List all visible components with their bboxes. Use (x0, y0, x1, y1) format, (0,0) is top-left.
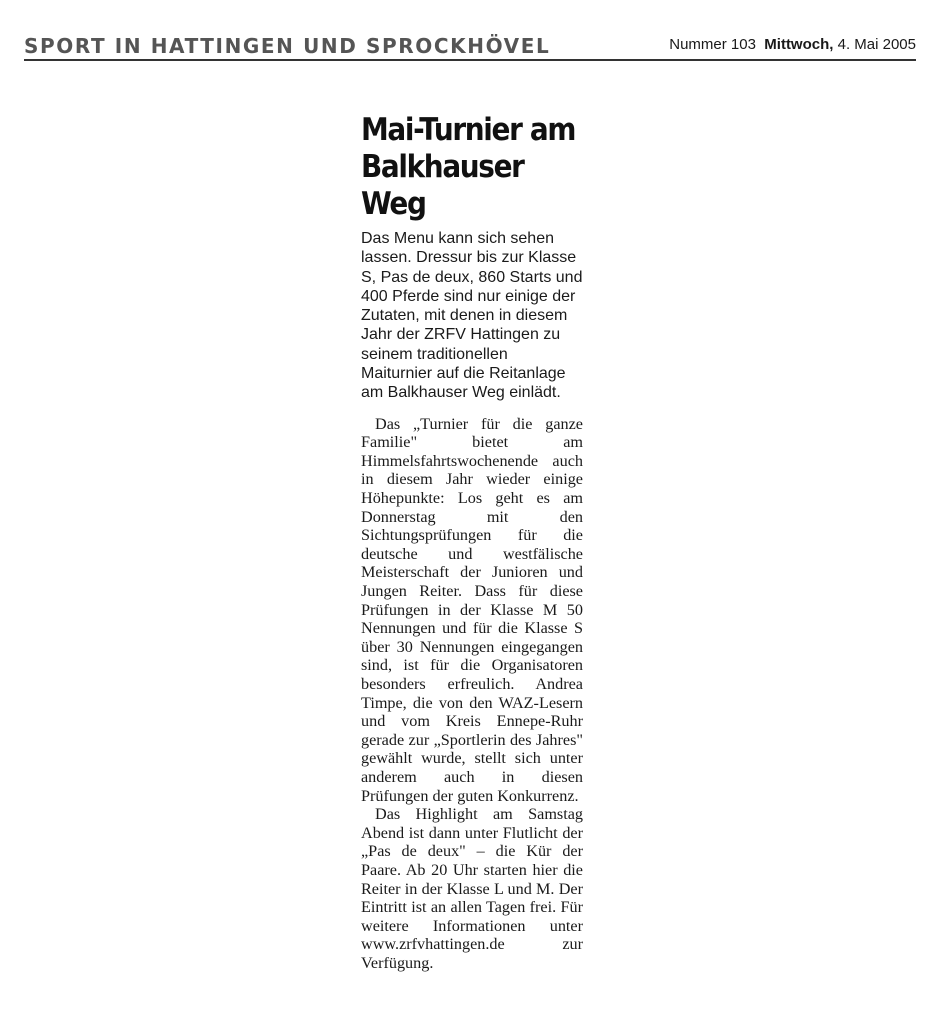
article-headline: Mai-Turnier am Balkhauser Weg (361, 112, 576, 222)
issue-number: Nummer 103 (669, 36, 756, 53)
section-title: SPORT IN HATTINGEN UND SPROCKHÖVEL (24, 34, 551, 58)
article-paragraph: Das Highlight am Samstag Abend ist dann unter Flutlicht der „Pas de deux" – die Kür der Paare. Ab 20 Uhr starten hier die Reiter in der Klasse L und M. Der Eintritt ist an allen Tagen frei. Für weitere Informationen unter www.zrfvhattingen.de zur Verfügung. (361, 805, 583, 972)
masthead (24, 30, 916, 60)
issue-weekday: Mittwoch, (764, 36, 834, 53)
issue-date: 4. Mai 2005 (837, 36, 916, 53)
article-lead: Das Menu kann sich sehen lassen. Dressur bis zur Klasse S, Pas de deux, 860 Starts und 400 Pferde sind nur einige der Zutaten, mit denen in diesem Jahr der ZRFV Hattingen zu seinem traditionellen Maiturnier auf die Reitanlage am Balkhauser Weg einlädt. (361, 230, 583, 402)
masthead-rule (24, 59, 916, 61)
article-paragraph: Das „Turnier für die ganze Familie" bietet am Himmelsfahrtswochenende auch in diesem Jahr wieder einige Höhepunkte: Los geht es am Donnerstag mit den Sichtungsprüfungen für die deutsche und westfälische Meisterschaft der Junioren und Jungen Reiter. Dass für diese Prüfungen in der Klasse M 50 Nennungen und für die Klasse S über 30 Nennungen eingegangen sind, ist für die Organisatoren besonders erfreulich. Andrea Timpe, die von den WAZ-Lesern und vom Kreis Ennepe-Ruhr gerade zur „Sportlerin des Jahres" gewählt wurde, stellt sich unter anderem auch in diesen Prüfungen der guten Konkurrenz. (361, 414, 583, 805)
article (361, 112, 583, 972)
issue-info (669, 36, 916, 53)
